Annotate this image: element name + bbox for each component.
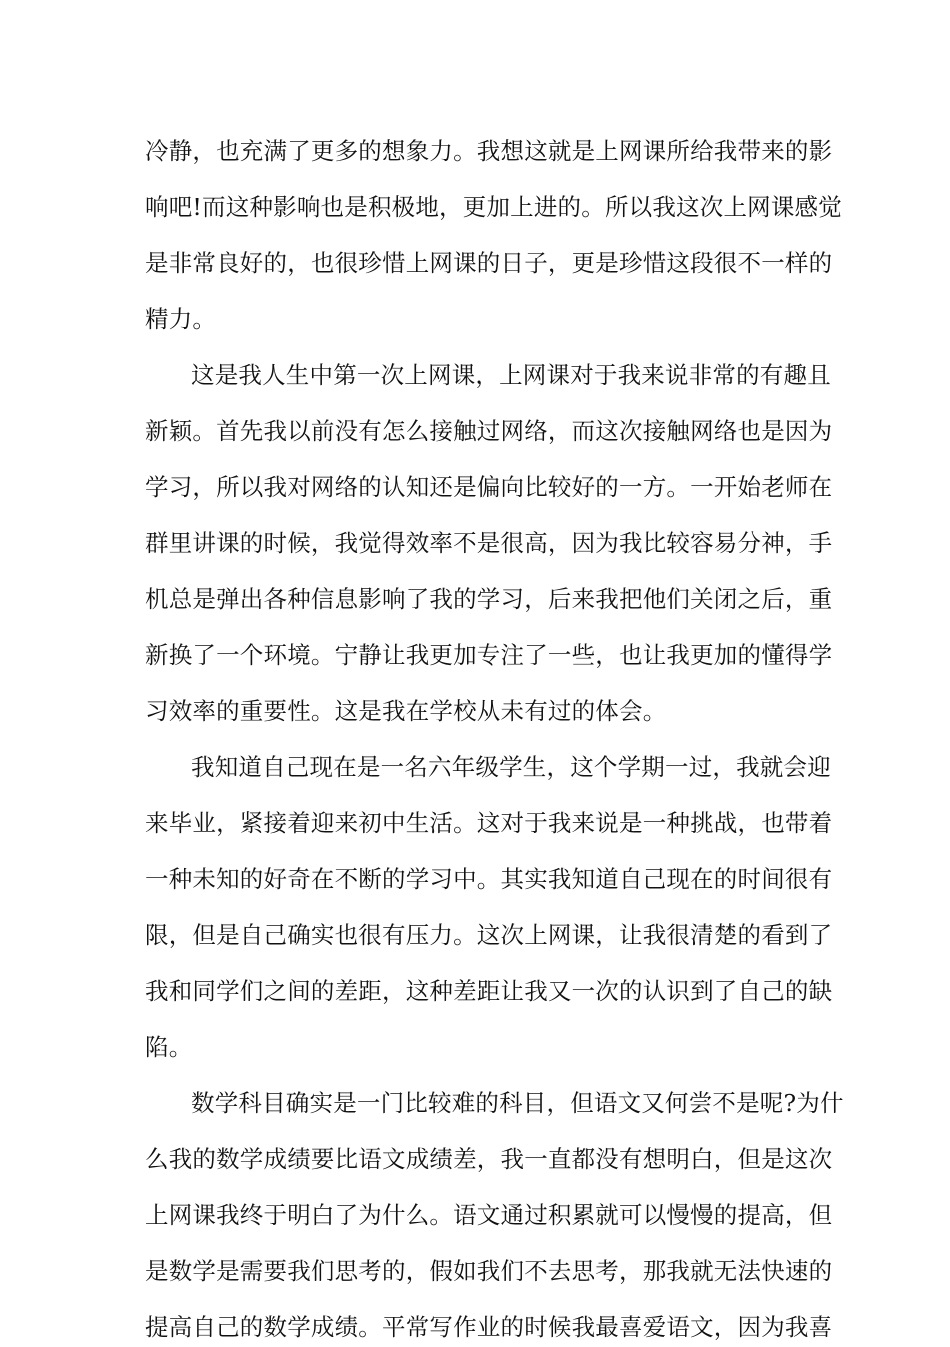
text-line: 上网课我终于明白了为什么。语文通过积累就可以慢慢的提高，但 bbox=[145, 1201, 833, 1229]
text-line: 习效率的重要性。这是我在学校从未有过的体会。 bbox=[145, 697, 667, 725]
text-line: 陷。 bbox=[145, 1033, 193, 1061]
text-line: 我和同学们之间的差距，这种差距让我又一次的认识到了自己的缺 bbox=[145, 977, 833, 1005]
paragraph-first-line: 数学科目确实是一门比较难的科目，但语文又何尝不是呢?为什 bbox=[191, 1089, 844, 1117]
text-line: 精力。 bbox=[145, 305, 217, 333]
text-line: 冷静，也充满了更多的想象力。我想这就是上网课所给我带来的影 bbox=[145, 137, 833, 165]
paragraph-first-line: 我知道自己现在是一名六年级学生，这个学期一过，我就会迎 bbox=[191, 753, 831, 781]
text-line: 响吧!而这种影响也是积极地，更加上进的。所以我这次上网课感觉 bbox=[145, 193, 842, 221]
text-line: 提高自己的数学成绩。平常写作业的时候我最喜爱语文，因为我喜 bbox=[145, 1313, 833, 1341]
text-line: 么我的数学成绩要比语文成绩差，我一直都没有想明白，但是这次 bbox=[145, 1145, 833, 1173]
paragraph-first-line: 这是我人生中第一次上网课，上网课对于我来说非常的有趣且 bbox=[191, 361, 831, 389]
text-line: 群里讲课的时候，我觉得效率不是很高，因为我比较容易分神，手 bbox=[145, 529, 833, 557]
text-line: 新颖。首先我以前没有怎么接触过网络，而这次接触网络也是因为 bbox=[145, 417, 833, 445]
text-line: 机总是弹出各种信息影响了我的学习，后来我把他们关闭之后，重 bbox=[145, 585, 833, 613]
text-line: 一种未知的好奇在不断的学习中。其实我知道自己现在的时间很有 bbox=[145, 865, 833, 893]
text-line: 来毕业，紧接着迎来初中生活。这对于我来说是一种挑战，也带着 bbox=[145, 809, 833, 837]
text-line: 是数学是需要我们思考的，假如我们不去思考，那我就无法快速的 bbox=[145, 1257, 833, 1285]
text-line: 是非常良好的，也很珍惜上网课的日子，更是珍惜这段很不一样的 bbox=[145, 249, 833, 277]
text-line: 限，但是自己确实也很有压力。这次上网课，让我很清楚的看到了 bbox=[145, 921, 833, 949]
text-line: 新换了一个环境。宁静让我更加专注了一些，也让我更加的懂得学 bbox=[145, 641, 833, 669]
text-line: 学习，所以我对网络的认知还是偏向比较好的一方。一开始老师在 bbox=[145, 473, 833, 501]
